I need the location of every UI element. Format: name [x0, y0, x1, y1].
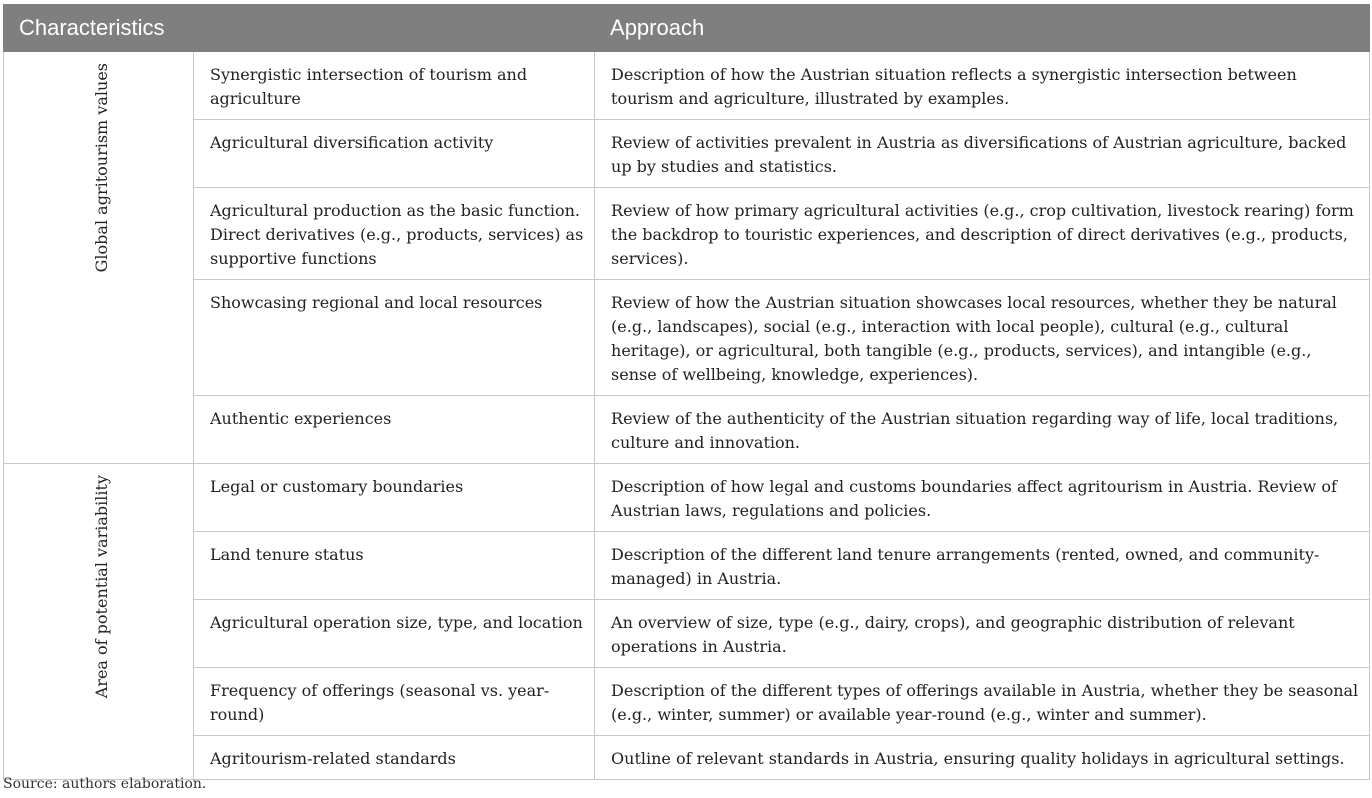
- table-row: [4, 464, 1370, 532]
- table-row: [4, 600, 1370, 668]
- group-label: Area of potential variability: [91, 475, 111, 699]
- header-approach: Approach: [595, 5, 1370, 52]
- characteristic-cell: Showcasing regional and local resources: [194, 280, 595, 396]
- group-label-cell: [4, 52, 194, 464]
- approach-cell: Description of the different types of offerings available in Austria, whether they be seasonal (e.g., winter, summer) or available year-round (e.g., winter and summer).: [595, 668, 1370, 736]
- source-note: Source: authors elaboration.: [3, 776, 207, 792]
- approach-cell: Review of how the Austrian situation showcases local resources, whether they be natural (e.g., landscapes), social (e.g., interaction with local people), cultural (e.g., cultural heritage), or agricultural, both tangible (e.g., products, services), and intangible (e.g., sense of wellbeing, knowledge, experiences).: [595, 280, 1370, 396]
- characteristic-cell: Agricultural diversification activity: [194, 120, 595, 188]
- characteristics-table: [3, 4, 1370, 780]
- characteristic-cell: Agricultural production as the basic function. Direct derivatives (e.g., products, services) as supportive functions: [194, 188, 595, 280]
- characteristic-cell: Authentic experiences: [194, 396, 595, 464]
- characteristic-cell: Legal or customary boundaries: [194, 464, 595, 532]
- table-row: [4, 396, 1370, 464]
- table-row: [4, 736, 1370, 780]
- table-row: [4, 668, 1370, 736]
- characteristic-cell: Agricultural operation size, type, and location: [194, 600, 595, 668]
- approach-cell: Review of the authenticity of the Austrian situation regarding way of life, local traditions, culture and innovation.: [595, 396, 1370, 464]
- header-characteristics: Characteristics: [4, 5, 595, 52]
- approach-cell: Description of how the Austrian situation reflects a synergistic intersection between tourism and agriculture, illustrated by examples.: [595, 52, 1370, 120]
- approach-cell: Description of how legal and customs boundaries affect agritourism in Austria. Review of Austrian laws, regulations and policies.: [595, 464, 1370, 532]
- table-row: [4, 280, 1370, 396]
- group-label-cell: [4, 464, 194, 780]
- characteristic-cell: Synergistic intersection of tourism and agriculture: [194, 52, 595, 120]
- table-row: [4, 188, 1370, 280]
- table-row: [4, 532, 1370, 600]
- group-label: Global agritourism values: [91, 63, 111, 273]
- approach-cell: Outline of relevant standards in Austria, ensuring quality holidays in agricultural settings.: [595, 736, 1370, 780]
- characteristic-cell: Frequency of offerings (seasonal vs. year-round): [194, 668, 595, 736]
- table-row: [4, 120, 1370, 188]
- approach-cell: Review of activities prevalent in Austria as diversifications of Austrian agriculture, backed up by studies and statistics.: [595, 120, 1370, 188]
- approach-cell: Description of the different land tenure arrangements (rented, owned, and community-managed) in Austria.: [595, 532, 1370, 600]
- table-header-row: [4, 5, 1370, 52]
- characteristic-cell: Land tenure status: [194, 532, 595, 600]
- approach-cell: An overview of size, type (e.g., dairy, crops), and geographic distribution of relevant operations in Austria.: [595, 600, 1370, 668]
- approach-cell: Review of how primary agricultural activities (e.g., crop cultivation, livestock rearing) form the backdrop to touristic experiences, and description of direct derivatives (e.g., products, services).: [595, 188, 1370, 280]
- table-row: [4, 52, 1370, 120]
- characteristic-cell: Agritourism-related standards: [194, 736, 595, 780]
